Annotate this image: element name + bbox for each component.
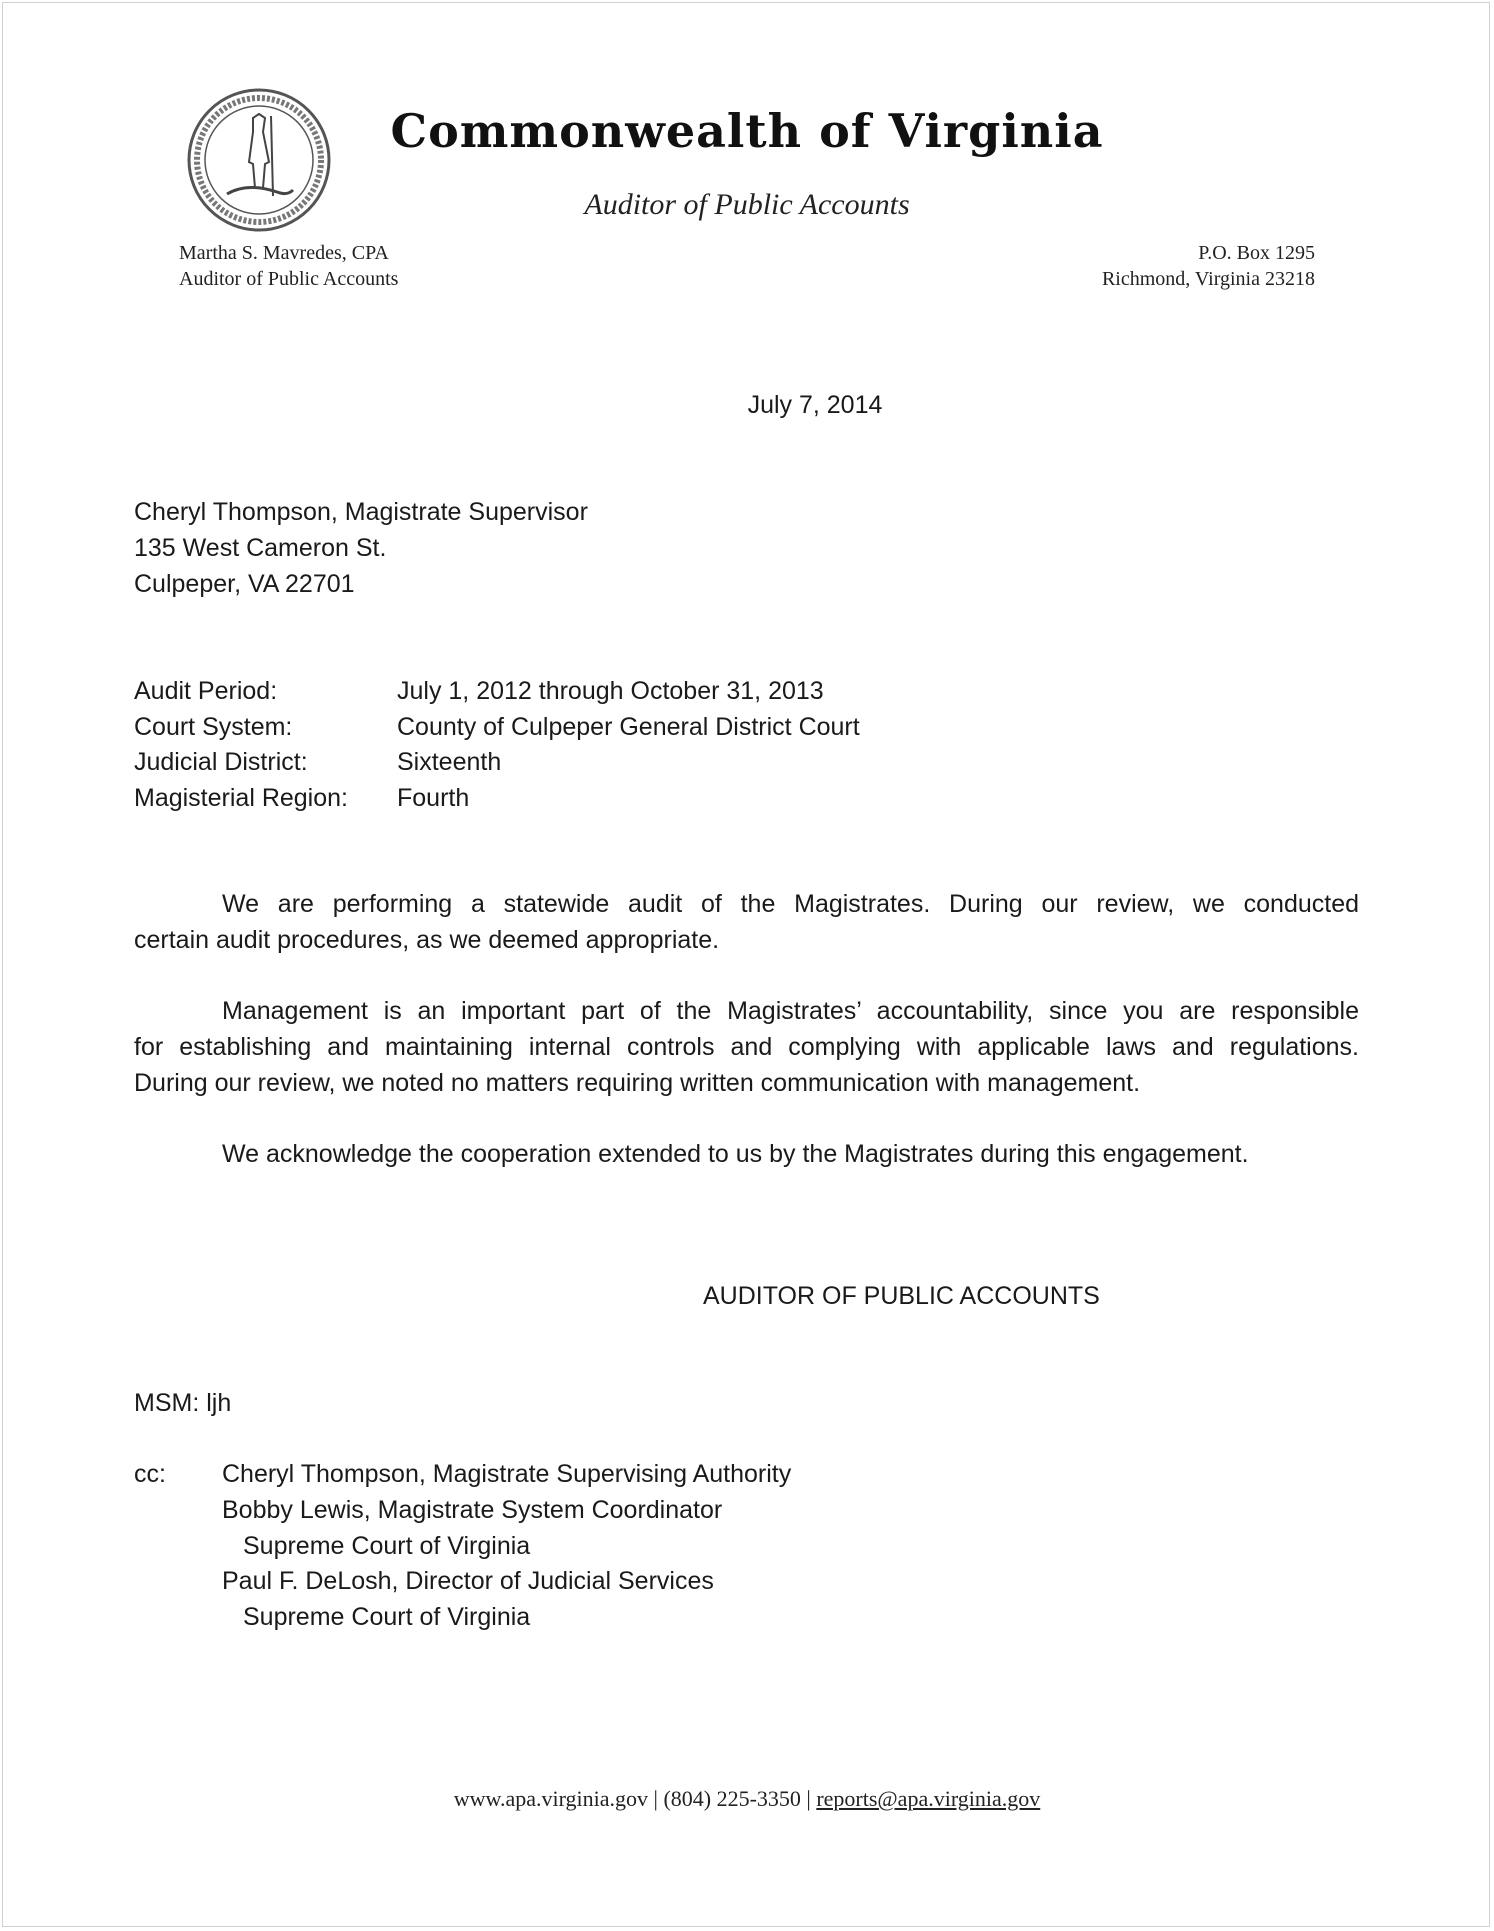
footer-separator: |	[806, 1786, 811, 1811]
auditor-name: Martha S. Mavredes, CPA	[179, 242, 389, 264]
letterhead-subtitle: Auditor of Public Accounts	[584, 188, 910, 221]
letter-date: July 7, 2014	[747, 391, 883, 419]
recipient-line: 135 West Cameron St.	[134, 534, 387, 562]
city-state: Richmond, Virginia 23218	[1101, 268, 1315, 290]
audit-period-value: July 1, 2012 through October 31, 2013	[397, 677, 824, 705]
paragraph-1-line: certain audit procedures, as we deemed appropriate.	[134, 926, 720, 954]
cc-item: Supreme Court of Virginia	[243, 1532, 531, 1560]
cc-item: Supreme Court of Virginia	[243, 1603, 531, 1631]
cc-item: Paul F. DeLosh, Director of Judicial Services	[222, 1567, 714, 1595]
paragraph-2-line: Management is an important part of the Magistrates’ accountability, since you are responsible	[222, 997, 1359, 1025]
signature-block: AUDITOR OF PUBLIC ACCOUNTS	[703, 1282, 1100, 1310]
po-box: P.O. Box 1295	[1198, 242, 1315, 264]
magisterial-region-label: Magisterial Region:	[134, 784, 348, 812]
recipient-line: Cheryl Thompson, Magistrate Supervisor	[134, 498, 588, 526]
court-system-label: Court System:	[134, 713, 293, 741]
cc-item: Cheryl Thompson, Magistrate Supervising Authority	[222, 1460, 792, 1488]
footer-email-link[interactable]: reports@apa.virginia.gov	[816, 1786, 1041, 1811]
footer-separator: |	[653, 1786, 658, 1811]
magisterial-region-value: Fourth	[397, 784, 470, 812]
auditor-title: Auditor of Public Accounts	[179, 268, 399, 290]
cc-label: cc:	[134, 1460, 166, 1488]
cc-item: Bobby Lewis, Magistrate System Coordinator	[222, 1496, 723, 1524]
paragraph-2-line: for establishing and maintaining internal controls and complying with applicable laws and regulations.	[134, 1033, 1359, 1061]
footer-website[interactable]: www.apa.virginia.gov	[453, 1786, 649, 1811]
footer-phone: (804) 225-3350	[663, 1786, 801, 1811]
paragraph-2-line: During our review, we noted no matters requiring written communication with management.	[134, 1069, 1141, 1097]
paragraph-1-line: We are performing a statewide audit of the Magistrates. During our review, we conducted	[222, 890, 1359, 918]
initials: MSM: ljh	[134, 1389, 232, 1417]
judicial-district-value: Sixteenth	[397, 748, 502, 776]
court-system-value: County of Culpeper General District Court	[397, 713, 860, 741]
letterhead-title: Commonwealth of Virginia	[390, 104, 1104, 158]
paragraph-3-line: We acknowledge the cooperation extended to us by the Magistrates during this engagement.	[222, 1140, 1249, 1168]
recipient-line: Culpeper, VA 22701	[134, 570, 355, 598]
footer	[0, 1786, 1494, 1812]
audit-period-label: Audit Period:	[134, 677, 278, 705]
judicial-district-label: Judicial District:	[134, 748, 308, 776]
